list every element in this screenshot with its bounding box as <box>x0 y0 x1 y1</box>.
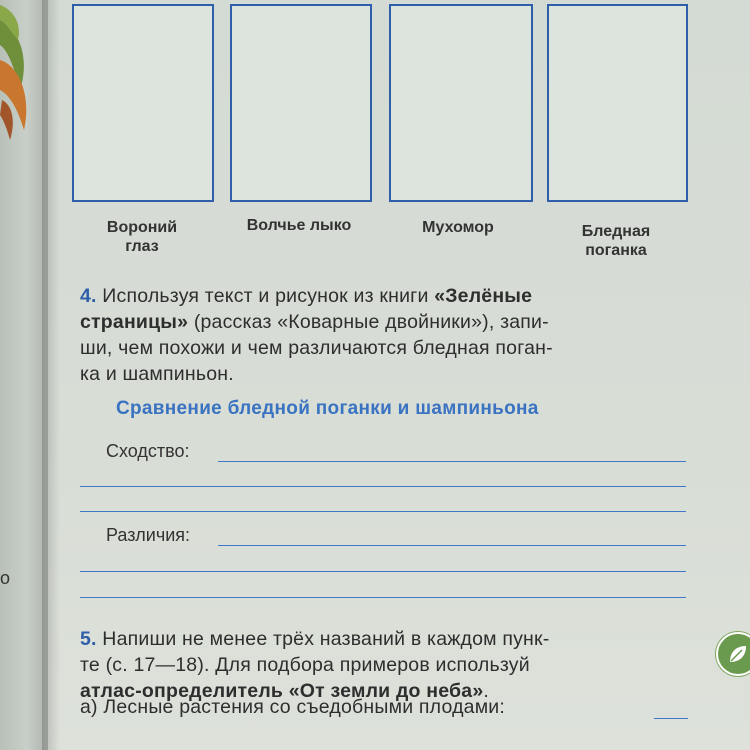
task-5-item-a: а) Лесные растения со съедобными плодами: <box>80 696 506 718</box>
similarity-answer-line-2[interactable] <box>80 486 686 487</box>
differences-label: Различия: <box>106 525 191 545</box>
image-label-2: Волчье лыко <box>246 217 352 234</box>
item-a-answer-line[interactable] <box>654 718 688 719</box>
similarity-answer-line-3[interactable] <box>80 511 686 512</box>
image-label-3: Мухомор <box>422 219 494 236</box>
image-frame-4 <box>547 4 688 202</box>
task-5-text: 5. Напиши не менее трёх названий в каждом пунк- те (с. 17—18). Для подбора примеров используй атлас-определитель «От земли до неба». <box>80 628 550 702</box>
similarity-answer-line-1[interactable] <box>218 461 686 462</box>
book-gutter <box>42 0 60 750</box>
image-frame-1 <box>72 4 214 202</box>
margin-text-fragment: o <box>0 568 11 588</box>
image-frame-2 <box>230 4 372 202</box>
task-4-text: 4. Используя текст и рисунок из книги «Зелёные страницы» (рассказ «Коварные двойники»), запи- ши, чем похожи и чем различаются бледная поган- ка и шампиньон. <box>80 285 553 385</box>
similarity-label: Сходство: <box>106 441 190 461</box>
image-label-1: Вороний глаз <box>106 219 178 255</box>
image-label-4: Бледная поганка <box>581 223 651 259</box>
task-4-number: 4. <box>80 285 97 307</box>
differences-answer-line-2[interactable] <box>80 571 686 572</box>
differences-answer-line-1[interactable] <box>218 545 686 546</box>
image-frame-3 <box>389 4 533 202</box>
differences-answer-line-3[interactable] <box>80 597 686 598</box>
comparison-heading: Сравнение бледной поганки и шампиньона <box>116 398 539 419</box>
task-5-number: 5. <box>80 628 97 650</box>
plant-illustration <box>0 0 48 150</box>
